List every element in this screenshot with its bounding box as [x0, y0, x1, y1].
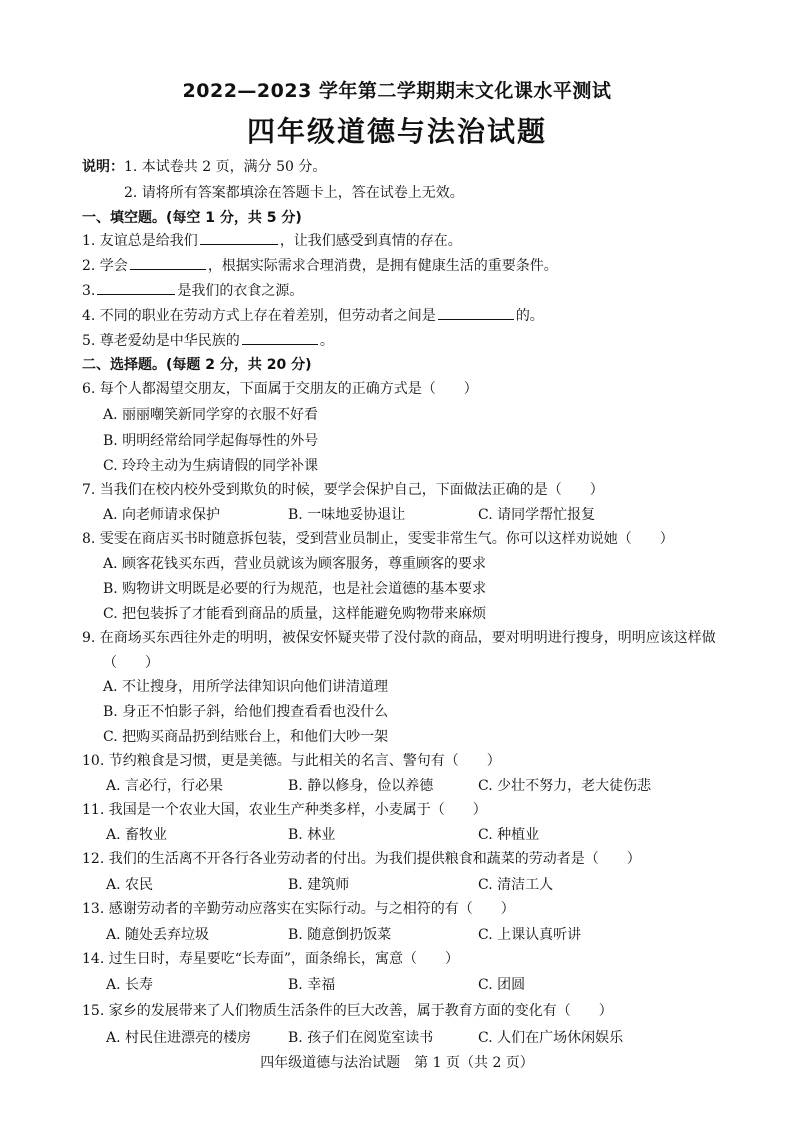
question-15-stem: 15. 家乡的发展带来了人们物质生活条件的巨大改善，属于教育方面的变化有（ ）	[82, 1003, 613, 1019]
question-7-option-c: C. 请同学帮忙报复	[478, 507, 596, 523]
question-8-stem: 8. 雯雯在商店买书时随意拆包装，受到营业员制止，雯雯非常生气。你可以这样劝说她（ ）	[82, 531, 674, 547]
question-10-stem: 10. 节约粮食是习惯，更是美德。与此相关的名言、警句有（ ）	[82, 753, 501, 769]
question-11-stem: 11. 我国是一个农业大国，农业生产种类多样，小麦属于（ ）	[82, 802, 487, 818]
question-7-option-a: A. 向老师请求保护	[103, 507, 221, 523]
instructions-item-2: 2. 请将所有答案都填涂在答题卡上，答在试卷上无效。	[124, 185, 464, 201]
question-12-option-c: C. 清洁工人	[478, 877, 554, 893]
question-10-option-c: C. 少壮不努力，老大徒伤悲	[478, 778, 652, 794]
question-13-stem: 13. 感谢劳动者的辛勤劳动应落实在实际行动。与之相符的有（ ）	[82, 901, 515, 917]
section-2-heading: 二、选择题。(每题 2 分，共 20 分)	[82, 357, 312, 373]
question-12-option-a: A. 农民	[106, 877, 154, 893]
question-14-option-c: C. 团圆	[478, 977, 526, 993]
question-7-option-b: B. 一味地妥协退让	[288, 507, 406, 523]
question-10-option-b: B. 静以修身，俭以养德	[288, 778, 434, 794]
question-6-stem: 6. 每个人都渴望交朋友，下面属于交朋友的正确方式是（ ）	[82, 381, 478, 397]
question-6-option-b: B. 明明经常给同学起侮辱性的外号	[103, 433, 319, 449]
question-9-option-c: C. 把购买商品扔到结账台上，和他们大吵一架	[103, 729, 389, 745]
question-10-option-a: A. 言必行，行必果	[106, 778, 224, 794]
question-1-text-before: 1. 友谊总是给我们	[82, 233, 198, 249]
question-7-stem: 7. 当我们在校内校外受到欺负的时候，要学会保护自己，下面做法正确的是（ ）	[82, 482, 604, 498]
question-1-text-after: ，让我们感受到真情的存在。	[279, 233, 462, 249]
question-5	[82, 330, 334, 350]
question-8-option-b: B. 购物讲文明既是必要的行为规范，也是社会道德的基本要求	[103, 581, 487, 597]
exam-term-title: 2022—2023 学年第二学期期末文化课水平测试	[182, 80, 612, 102]
question-9-option-a: A. 不让搜身，用所学法律知识向他们讲清道理	[103, 679, 389, 695]
question-9-answer-paren: （ ）	[103, 655, 159, 671]
answer-blank	[438, 318, 514, 320]
question-3-text-before: 3.	[82, 283, 96, 299]
question-15-option-c: C. 人们在广场休闲娱乐	[478, 1030, 624, 1046]
question-12-stem: 12. 我们的生活离不开各行各业劳动者的付出。为我们提供粮食和蔬菜的劳动者是（ ）	[82, 851, 641, 867]
question-9-option-b: B. 身正不怕影子斜，给他们搜查看看也没什么	[103, 704, 389, 720]
answer-blank	[130, 268, 206, 270]
question-4	[82, 305, 544, 325]
question-4-text-before: 4. 不同的职业在劳动方式上存在着差别，但劳动者之间是	[82, 308, 436, 324]
question-4-text-after: 的。	[515, 308, 544, 324]
instructions-label: 说明：	[82, 159, 124, 175]
question-13-option-c: C. 上课认真听讲	[478, 927, 582, 943]
question-14-option-b: B. 幸福	[288, 977, 336, 993]
page-footer: 四年级道德与法治试题 第 1 页（共 2 页）	[260, 1055, 534, 1071]
question-8-option-a: A. 顾客花钱买东西，营业员就该为顾客服务，尊重顾客的要求	[103, 556, 487, 572]
question-14-option-a: A. 长寿	[106, 977, 154, 993]
question-2-text-before: 2. 学会	[82, 258, 128, 274]
exam-subject-title: 四年级道德与法治试题	[246, 115, 547, 148]
question-3-text-after: 是我们的衣食之源。	[177, 283, 304, 299]
answer-blank	[242, 343, 318, 345]
question-8-option-c: C. 把包装拆了才能看到商品的质量，这样能避免购物带来麻烦	[103, 606, 487, 622]
question-9-stem: 9. 在商场买东西往外走的明明，被保安怀疑夹带了没付款的商品，要对明明进行搜身，明明应该这样做	[82, 630, 716, 646]
answer-blank	[200, 243, 278, 245]
question-12-option-b: B. 建筑师	[288, 877, 350, 893]
section-1-heading: 一、填空题。(每空 1 分，共 5 分)	[82, 210, 302, 226]
instructions-item-1: 1. 本试卷共 2 页，满分 50 分。	[124, 159, 327, 175]
question-15-option-a: A. 村民住进漂亮的楼房	[106, 1030, 252, 1046]
answer-blank	[97, 293, 175, 295]
question-1	[82, 230, 462, 250]
question-5-text-after: 。	[319, 333, 334, 349]
question-11-option-c: C. 种植业	[478, 827, 540, 843]
question-13-option-b: B. 随意倒扔饭菜	[288, 927, 392, 943]
question-15-option-b: B. 孩子们在阅览室读书	[288, 1030, 434, 1046]
question-11-option-a: A. 畜牧业	[106, 827, 168, 843]
question-6-option-a: A. 丽丽嘲笑新同学穿的衣服不好看	[103, 407, 319, 423]
question-11-option-b: B. 林业	[288, 827, 336, 843]
question-2	[82, 255, 558, 275]
question-14-stem: 14. 过生日时，寿星要吃“长寿面”，面条绵长，寓意（ ）	[82, 951, 460, 967]
question-2-text-after: ，根据实际需求合理消费，是拥有健康生活的重要条件。	[207, 258, 558, 274]
question-6-option-c: C. 玲玲主动为生病请假的同学补课	[103, 458, 319, 474]
instructions-line-1	[82, 156, 326, 176]
question-3	[82, 280, 303, 300]
question-13-option-a: A. 随处丢弃垃圾	[106, 927, 210, 943]
question-5-text-before: 5. 尊老爱幼是中华民族的	[82, 333, 240, 349]
